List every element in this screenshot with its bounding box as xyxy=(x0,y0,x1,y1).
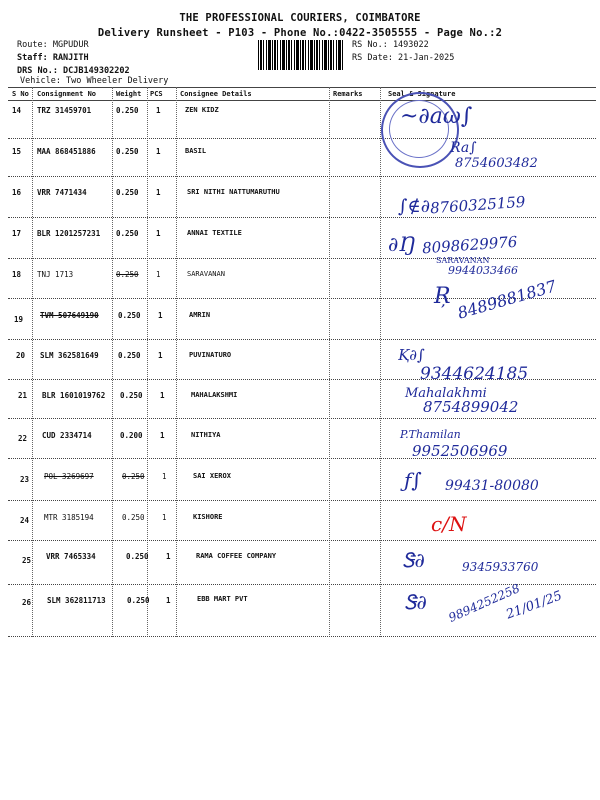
signature-scribble: ∂Ŋ xyxy=(388,232,416,256)
col-rule xyxy=(380,87,381,637)
sno-cell: 21 xyxy=(18,391,28,400)
handwritten-phone: 9944033466 xyxy=(448,264,518,277)
pcs-cell: 1 xyxy=(156,106,161,115)
consignment-cell: BLR 1201257231 xyxy=(37,229,101,238)
handwritten-phone: 9345933760 xyxy=(462,560,539,574)
handwritten-phone: 8754899042 xyxy=(423,398,519,416)
weight-cell: 0.250 xyxy=(116,188,139,197)
signature-scribble: ~∂aω∫ xyxy=(400,104,473,129)
rs-no: RS No.: 1493022 xyxy=(352,40,429,50)
pcs-cell: 1 xyxy=(158,351,163,360)
consignee-cell: AMRIN xyxy=(189,311,211,319)
consignee-cell: PUVINATURO xyxy=(189,351,232,359)
pcs-cell: 1 xyxy=(160,391,165,400)
table-header-rule xyxy=(8,100,596,101)
row-rule xyxy=(8,176,596,177)
signature-scribble: Ꮥ∂ xyxy=(402,548,425,572)
handwritten-date: 21/01/25 xyxy=(504,588,565,623)
table-row xyxy=(0,552,600,565)
col-header-pcs: PCS xyxy=(150,90,163,98)
weight-cell: 0.250 xyxy=(118,351,141,360)
handwritten-phone: 9894252258 xyxy=(446,581,522,625)
weight-cell: 0.250 xyxy=(116,106,139,115)
route-label: Route: MGPUDUR xyxy=(17,40,89,50)
pcs-cell: 1 xyxy=(156,270,161,279)
consignment-cell: SLM 362581649 xyxy=(40,351,99,360)
handwritten-phone: 9344624185 xyxy=(420,364,529,384)
pcs-cell: 1 xyxy=(156,229,161,238)
row-rule xyxy=(8,418,596,419)
table-row xyxy=(0,188,600,197)
col-header-sno: S No xyxy=(12,90,29,98)
handwritten-phone: 8098629976 xyxy=(421,232,518,258)
handwritten-phone: 8754603482 xyxy=(455,156,538,171)
signature-scribble: Ⱪ∂∫ xyxy=(398,346,425,364)
consignee-cell: EBB MART PVT xyxy=(197,595,248,603)
row-rule xyxy=(8,540,596,541)
row-rule xyxy=(8,339,596,340)
weight-cell: 0.250 xyxy=(120,391,143,400)
table-row xyxy=(0,351,600,360)
runsheet-subtitle: Delivery Runsheet - P103 - Phone No.:0422-3505555 - Page No.:2 xyxy=(97,27,503,39)
col-header-seal: Seal & Signature xyxy=(388,90,456,98)
signature-scribble: Ra∫ xyxy=(450,140,477,156)
consignment-cell: BLR 1601019762 xyxy=(42,391,106,400)
handwritten-phone: 8489881837 xyxy=(455,276,559,323)
consignment-cell: TNJ 1713 xyxy=(37,270,74,279)
consignee-cell: BASIL xyxy=(185,147,207,155)
row-rule xyxy=(8,258,596,259)
consignee-cell: NITHIYA xyxy=(191,431,221,439)
handwritten-phone: 8760325159 xyxy=(429,192,526,218)
sno-cell: 18 xyxy=(12,270,22,279)
consignee-cell: KISHORE xyxy=(193,513,223,521)
pcs-cell: 1 xyxy=(162,513,167,522)
sno-cell: 23 xyxy=(20,475,30,484)
barcode xyxy=(258,40,344,70)
weight-cell: 0.250 xyxy=(127,596,150,605)
weight-cell: 0.250 xyxy=(122,513,145,522)
sno-cell: 14 xyxy=(12,106,22,115)
page-title: THE PROFESSIONAL COURIERS, COIMBATORE xyxy=(179,12,421,24)
col-rule xyxy=(32,87,33,637)
consignment-cell: SLM 362811713 xyxy=(47,596,106,605)
sno-cell: 25 xyxy=(22,556,32,565)
signature-scribble: ∫∉∂ xyxy=(398,196,431,217)
handwritten-phone: 99431-80080 xyxy=(445,478,539,494)
col-rule xyxy=(112,87,113,637)
col-header-consignee: Consignee Details xyxy=(180,90,252,98)
sno-cell: 19 xyxy=(14,315,24,324)
consignee-cell: SAI XEROX xyxy=(193,472,231,480)
row-rule xyxy=(8,500,596,501)
row-rule xyxy=(8,636,596,637)
col-header-weight: Weight xyxy=(116,90,142,98)
sno-cell: 24 xyxy=(20,516,30,525)
col-header-consignment: Consignment No xyxy=(37,90,97,98)
table-row xyxy=(0,472,600,484)
pcs-cell: 1 xyxy=(156,188,161,197)
handwritten-name: P.Thamilan xyxy=(400,428,461,441)
col-rule xyxy=(176,87,177,637)
consignment-cell: VRR 7465334 xyxy=(46,552,96,561)
table-row xyxy=(0,311,600,324)
table-row xyxy=(0,106,600,115)
signature-scribble: Ꮥ∂ xyxy=(404,590,427,614)
sno-cell: 20 xyxy=(16,351,26,360)
weight-cell: 0.250 xyxy=(122,472,145,481)
row-rule xyxy=(8,217,596,218)
sno-cell: 17 xyxy=(12,229,22,238)
pcs-cell: 1 xyxy=(160,431,165,440)
signature-scribble: ƒ∫ xyxy=(404,468,422,492)
pcs-cell: 1 xyxy=(166,596,171,605)
drs-label: DRS No.: DCJB149302202 xyxy=(17,66,130,76)
row-rule xyxy=(8,138,596,139)
col-header-remarks: Remarks xyxy=(333,90,363,98)
sno-cell: 22 xyxy=(18,434,28,443)
weight-cell: 0.250 xyxy=(116,270,139,279)
table-top-rule xyxy=(8,87,596,88)
table-row xyxy=(0,229,600,238)
pcs-cell: 1 xyxy=(162,472,167,481)
sno-cell: 15 xyxy=(12,147,22,156)
consignee-cell: MAHALAKSHMI xyxy=(191,391,238,399)
consignment-cell: CUD 2334714 xyxy=(42,431,92,440)
consignment-cell: POL 3269697 xyxy=(44,472,94,481)
weight-cell: 0.250 xyxy=(116,147,139,156)
sno-cell: 16 xyxy=(12,188,22,197)
weight-cell: 0.250 xyxy=(116,229,139,238)
staff-label: Staff: RANJITH xyxy=(17,53,89,63)
pcs-cell: 1 xyxy=(158,311,163,320)
weight-cell: 0.250 xyxy=(126,552,149,561)
vehicle-label: Vehicle: Two Wheeler Delivery xyxy=(20,76,169,86)
consignee-cell: ANNAI TEXTILE xyxy=(187,229,242,237)
consignee-cell: SARAVANAN xyxy=(187,270,225,278)
weight-cell: 0.250 xyxy=(118,311,141,320)
rs-date: RS Date: 21-Jan-2025 xyxy=(352,53,455,63)
signature-scribble: Mahalakhmi xyxy=(405,386,487,401)
consignee-cell: SRI NITHI NATTUMARUTHU xyxy=(187,188,280,196)
consignee-cell: ZEN KIDZ xyxy=(185,106,219,114)
sno-cell: 26 xyxy=(22,598,32,607)
consignee-cell: RAMA COFFEE COMPANY xyxy=(196,552,277,560)
weight-cell: 0.200 xyxy=(120,431,143,440)
col-rule xyxy=(329,87,330,637)
pcs-cell: 1 xyxy=(156,147,161,156)
handwritten-name: SARAVANAN xyxy=(436,256,490,265)
signature-scribble: Ŗ xyxy=(434,284,451,309)
consignment-cell: TRZ 31459701 xyxy=(37,106,92,115)
consignment-cell: MTR 3185194 xyxy=(44,513,94,522)
pcs-cell: 1 xyxy=(166,552,171,561)
row-rule xyxy=(8,458,596,459)
consignment-cell: TVM 507649190 xyxy=(40,311,99,320)
handwritten-phone: 9952506969 xyxy=(412,442,508,460)
consignment-cell: VRR 7471434 xyxy=(37,188,87,197)
consignment-cell: MAA 868451886 xyxy=(37,147,96,156)
consignee-not-available-mark: c/N xyxy=(431,512,467,536)
